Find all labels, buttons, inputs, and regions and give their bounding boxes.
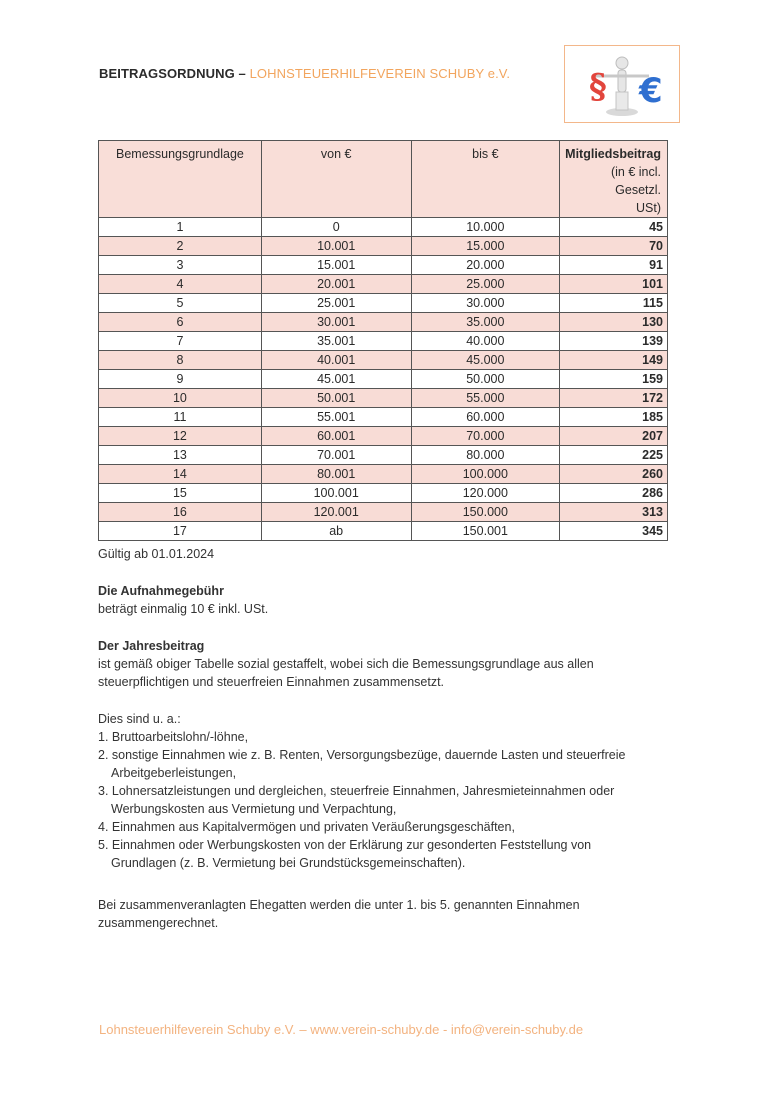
cell-from: 40.001 bbox=[261, 351, 411, 370]
cell-to: 25.000 bbox=[411, 275, 560, 294]
col-header-fee bbox=[560, 141, 668, 218]
col-header-to: bis € bbox=[411, 141, 560, 218]
cell-basis: 6 bbox=[99, 313, 262, 332]
cell-basis: 14 bbox=[99, 465, 262, 484]
cell-fee: 159 bbox=[560, 370, 668, 389]
table-row bbox=[99, 408, 668, 427]
cell-basis: 2 bbox=[99, 237, 262, 256]
logo bbox=[564, 45, 680, 123]
list-intro: Dies sind u. a.: bbox=[98, 712, 181, 726]
annual-fee-line2: steuerpflichtigen und steuerfreien Einnahmen zusammensetzt. bbox=[98, 675, 445, 689]
page-title bbox=[99, 66, 510, 81]
cell-basis: 15 bbox=[99, 484, 262, 503]
cell-fee: 139 bbox=[560, 332, 668, 351]
cell-to: 100.000 bbox=[411, 465, 560, 484]
fee-header-title: Mitgliedsbeitrag bbox=[565, 147, 661, 161]
table-row bbox=[99, 218, 668, 237]
table-row bbox=[99, 370, 668, 389]
cell-from: 35.001 bbox=[261, 332, 411, 351]
fee-table bbox=[98, 140, 668, 541]
cell-basis: 17 bbox=[99, 522, 262, 541]
table-row bbox=[99, 313, 668, 332]
cell-from: 60.001 bbox=[261, 427, 411, 446]
cell-to: 70.000 bbox=[411, 427, 560, 446]
cell-to: 10.000 bbox=[411, 218, 560, 237]
table-row bbox=[99, 275, 668, 294]
table-header-row bbox=[99, 141, 668, 218]
cell-basis: 16 bbox=[99, 503, 262, 522]
list-item: 4. Einnahmen aus Kapitalvermögen und privaten Veräußerungsgeschäften, bbox=[98, 820, 515, 834]
paragraph-icon: § bbox=[589, 67, 607, 107]
table-row bbox=[99, 294, 668, 313]
table-row bbox=[99, 427, 668, 446]
admission-text: beträgt einmalig 10 € inkl. USt. bbox=[98, 602, 269, 616]
cell-from: 20.001 bbox=[261, 275, 411, 294]
cell-fee: 172 bbox=[560, 389, 668, 408]
title-org: LOHNSTEUERHILFEVEREIN SCHUBY e.V. bbox=[249, 66, 511, 81]
cell-from: 55.001 bbox=[261, 408, 411, 427]
cell-basis: 5 bbox=[99, 294, 262, 313]
table-row bbox=[99, 446, 668, 465]
table-row bbox=[99, 503, 668, 522]
spouses-line2: zusammengerechnet. bbox=[98, 916, 219, 930]
admission-heading: Die Aufnahmegebühr bbox=[98, 584, 224, 598]
cell-from: 120.001 bbox=[261, 503, 411, 522]
cell-from: 70.001 bbox=[261, 446, 411, 465]
cell-to: 150.000 bbox=[411, 503, 560, 522]
table-row bbox=[99, 484, 668, 503]
cell-from: 25.001 bbox=[261, 294, 411, 313]
cell-to: 150.001 bbox=[411, 522, 560, 541]
list-item: 2. sonstige Einnahmen wie z. B. Renten, Versorgungsbezüge, dauernde Lasten und steuerfreie Arbeitgeberleistungen, bbox=[98, 748, 626, 780]
cell-basis: 12 bbox=[99, 427, 262, 446]
table-row bbox=[99, 389, 668, 408]
cell-to: 60.000 bbox=[411, 408, 560, 427]
cell-fee: 207 bbox=[560, 427, 668, 446]
cell-from: ab bbox=[261, 522, 411, 541]
cell-to: 15.000 bbox=[411, 237, 560, 256]
table-row bbox=[99, 237, 668, 256]
annual-fee-line1: ist gemäß obiger Tabelle sozial gestaffelt, wobei sich die Bemessungsgrundlage aus allen bbox=[98, 657, 594, 671]
table-row bbox=[99, 332, 668, 351]
title-prefix: BEITRAGSORDNUNG – bbox=[99, 66, 250, 81]
cell-fee: 286 bbox=[560, 484, 668, 503]
cell-fee: 313 bbox=[560, 503, 668, 522]
cell-basis: 11 bbox=[99, 408, 262, 427]
cell-from: 80.001 bbox=[261, 465, 411, 484]
cell-fee: 70 bbox=[560, 237, 668, 256]
cell-fee: 149 bbox=[560, 351, 668, 370]
table-body bbox=[99, 218, 668, 541]
cell-fee: 260 bbox=[560, 465, 668, 484]
cell-fee: 185 bbox=[560, 408, 668, 427]
cell-fee: 101 bbox=[560, 275, 668, 294]
cell-to: 45.000 bbox=[411, 351, 560, 370]
cell-to: 40.000 bbox=[411, 332, 560, 351]
table-row bbox=[99, 351, 668, 370]
cell-fee: 225 bbox=[560, 446, 668, 465]
valid-from: Gültig ab 01.01.2024 bbox=[98, 547, 215, 561]
cell-from: 0 bbox=[261, 218, 411, 237]
cell-fee: 345 bbox=[560, 522, 668, 541]
cell-basis: 7 bbox=[99, 332, 262, 351]
cell-basis: 1 bbox=[99, 218, 262, 237]
table-row bbox=[99, 522, 668, 541]
cell-basis: 3 bbox=[99, 256, 262, 275]
col-header-basis: Bemessungsgrundlage bbox=[99, 141, 262, 218]
fee-header-line2: (in € incl. Gesetzl. bbox=[610, 165, 661, 197]
list-item: 1. Bruttoarbeitslohn/-löhne, bbox=[98, 730, 249, 744]
cell-to: 55.000 bbox=[411, 389, 560, 408]
annual-fee-heading: Der Jahresbeitrag bbox=[98, 639, 205, 653]
cell-basis: 10 bbox=[99, 389, 262, 408]
cell-from: 45.001 bbox=[261, 370, 411, 389]
cell-from: 10.001 bbox=[261, 237, 411, 256]
table-row bbox=[99, 465, 668, 484]
cell-from: 50.001 bbox=[261, 389, 411, 408]
list-item: 3. Lohnersatzleistungen und dergleichen, steuerfreie Einnahmen, Jahresmieteinnahmen oder Werbungskosten aus Vermietung und Verpachtung, bbox=[98, 784, 615, 816]
cell-to: 20.000 bbox=[411, 256, 560, 275]
list-item: 5. Einnahmen oder Werbungskosten von der Erklärung zur gesonderten Feststellung von Grundlagen (z. B. Vermietung bei Grundstücksgemeinschaften). bbox=[98, 838, 592, 870]
spouses-line1: Bei zusammenveranlagten Ehegatten werden die unter 1. bis 5. genannten Einnahmen bbox=[98, 898, 580, 912]
cell-basis: 13 bbox=[99, 446, 262, 465]
cell-from: 100.001 bbox=[261, 484, 411, 503]
cell-to: 120.000 bbox=[411, 484, 560, 503]
fee-header-line3: USt) bbox=[636, 201, 661, 215]
footer: Lohnsteuerhilfeverein Schuby e.V. – www.verein-schuby.de - info@verein-schuby.de bbox=[99, 1022, 584, 1037]
income-list bbox=[98, 728, 658, 872]
cell-basis: 8 bbox=[99, 351, 262, 370]
euro-icon: € bbox=[639, 71, 663, 111]
logo-graphic bbox=[565, 46, 679, 122]
cell-fee: 45 bbox=[560, 218, 668, 237]
cell-to: 30.000 bbox=[411, 294, 560, 313]
cell-to: 35.000 bbox=[411, 313, 560, 332]
cell-from: 30.001 bbox=[261, 313, 411, 332]
cell-fee: 91 bbox=[560, 256, 668, 275]
cell-from: 15.001 bbox=[261, 256, 411, 275]
cell-basis: 9 bbox=[99, 370, 262, 389]
table-row bbox=[99, 256, 668, 275]
cell-fee: 130 bbox=[560, 313, 668, 332]
cell-to: 50.000 bbox=[411, 370, 560, 389]
cell-basis: 4 bbox=[99, 275, 262, 294]
cell-fee: 115 bbox=[560, 294, 668, 313]
col-header-from: von € bbox=[261, 141, 411, 218]
cell-to: 80.000 bbox=[411, 446, 560, 465]
